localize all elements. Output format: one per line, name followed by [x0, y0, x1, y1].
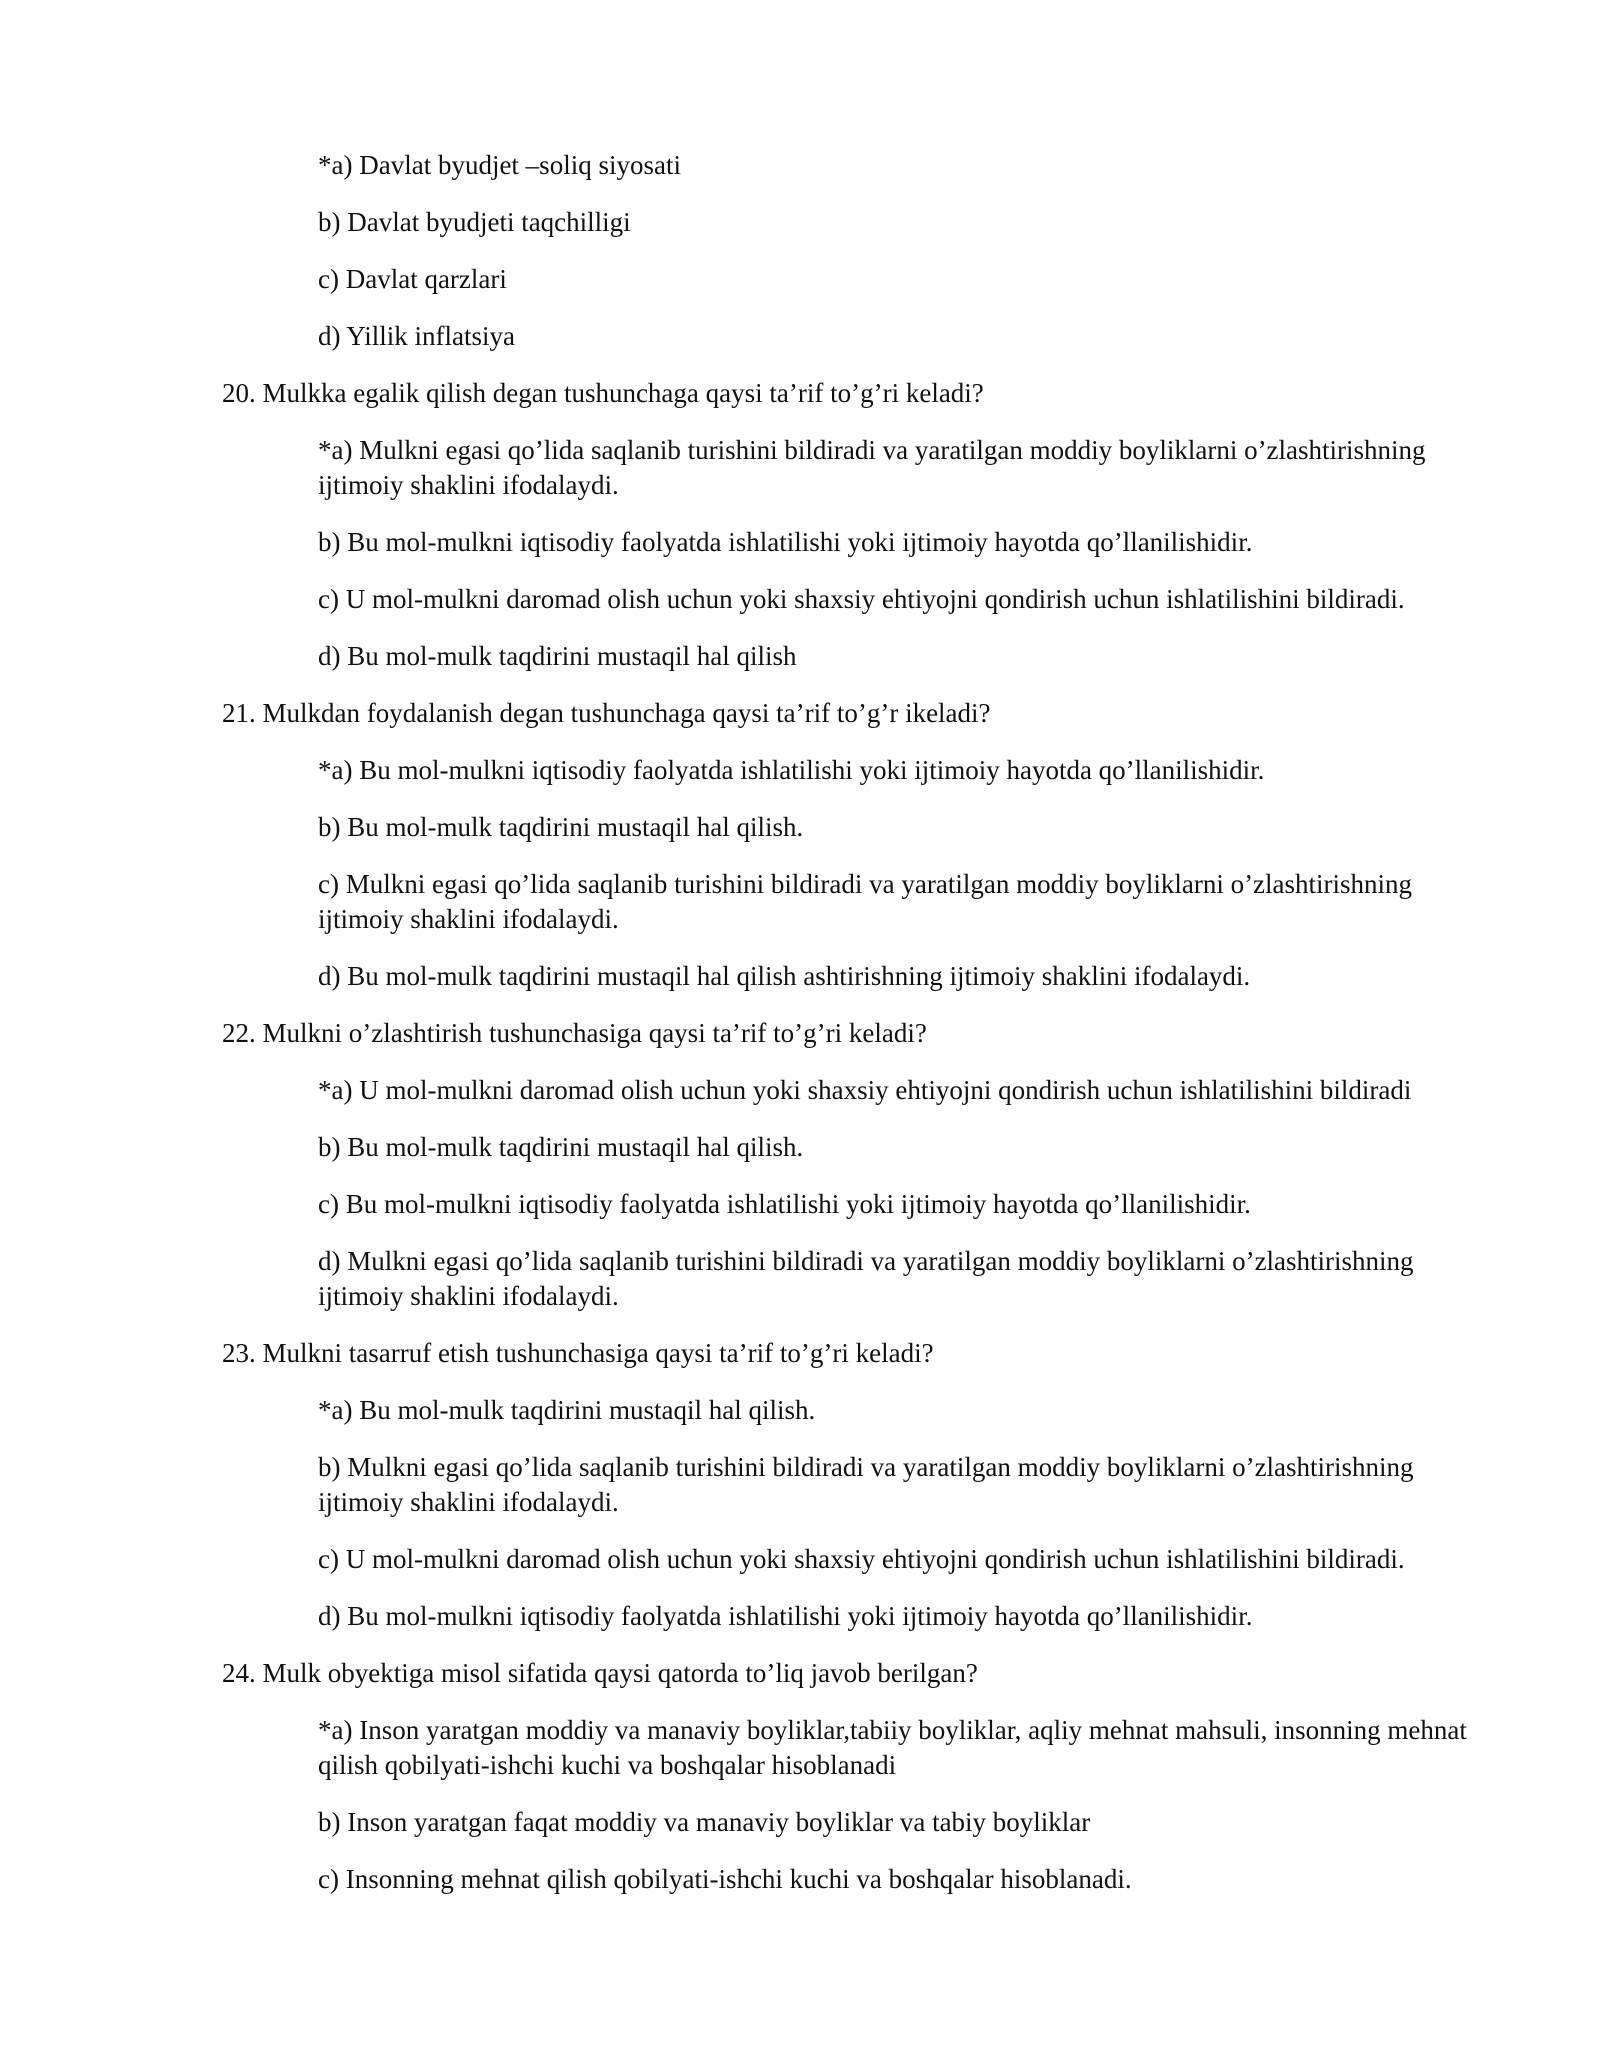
- option-text: *a) Davlat byudjet –soliq siyosati: [318, 150, 681, 180]
- option-text: c) Bu mol-mulkni iqtisodiy faolyatda ishlatilishi yoki ijtimoiy hayotda qo’llanilishidir.: [318, 1189, 1251, 1219]
- question-text: 24. Mulk obyektiga misol sifatida qaysi qatorda to’liq javob berilgan?: [222, 1658, 978, 1688]
- option-text: *a) Bu mol-mulk taqdirini mustaqil hal qilish.: [318, 1395, 816, 1425]
- option-text: b) Bu mol-mulk taqdirini mustaqil hal qilish.: [318, 1132, 804, 1162]
- option-text: c) Mulkni egasi qo’lida saqlanib turishini bildiradi va yaratilgan moddiy boyliklarni o’zlashtirishning ijtimoiy shaklini ifodalaydi.: [318, 869, 1413, 934]
- option-text: b) Davlat byudjeti taqchilligi: [318, 207, 631, 237]
- option-text: *a) U mol-mulkni daromad olish uchun yoki shaxsiy ehtiyojni qondirish uchun ishlatilishini bildiradi: [318, 1075, 1412, 1105]
- option-text: *a) Inson yaratgan moddiy va manaviy boyliklar,tabiiy boyliklar, aqliy mehnat mahsuli, insonning mehnat qilish qobilyati-ishchi kuchi va boshqalar hisoblanadi: [318, 1715, 1467, 1780]
- option-text: *a) Mulkni egasi qo’lida saqlanib turishini bildiradi va yaratilgan moddiy boyliklarni o’zlashtirishning ijtimoiy shaklini ifodalaydi.: [318, 435, 1426, 500]
- option-text: d) Mulkni egasi qo’lida saqlanib turishini bildiradi va yaratilgan moddiy boyliklarni o’zlashtirishning ijtimoiy shaklini ifodalaydi.: [318, 1246, 1414, 1311]
- option-text: d) Bu mol-mulk taqdirini mustaqil hal qilish: [318, 641, 797, 671]
- question-text: 21. Mulkdan foydalanish degan tushunchaga qaysi ta’rif to’g’r ikeladi?: [222, 698, 991, 728]
- question-text: 22. Mulkni o’zlashtirish tushunchasiga qaysi ta’rif to’g’ri keladi?: [222, 1018, 927, 1048]
- question-text: 23. Mulkni tasarruf etish tushunchasiga qaysi ta’rif to’g’ri keladi?: [222, 1338, 934, 1368]
- option-text: b) Bu mol-mulkni iqtisodiy faolyatda ishlatilishi yoki ijtimoiy hayotda qo’llanilishidir.: [318, 527, 1253, 557]
- option-text: *a) Bu mol-mulkni iqtisodiy faolyatda ishlatilishi yoki ijtimoiy hayotda qo’llanilishidir.: [318, 755, 1265, 785]
- option-text: b) Mulkni egasi qo’lida saqlanib turishini bildiradi va yaratilgan moddiy boyliklarni o’zlashtirishning ijtimoiy shaklini ifodalaydi.: [318, 1452, 1414, 1517]
- option-text: c) U mol-mulkni daromad olish uchun yoki shaxsiy ehtiyojni qondirish uchun ishlatilishini bildiradi.: [318, 1544, 1405, 1574]
- question-text: 20. Mulkka egalik qilish degan tushunchaga qaysi ta’rif to’g’ri keladi?: [222, 378, 984, 408]
- option-text: c) U mol-mulkni daromad olish uchun yoki shaxsiy ehtiyojni qondirish uchun ishlatilishini bildiradi.: [318, 584, 1405, 614]
- option-text: d) Bu mol-mulkni iqtisodiy faolyatda ishlatilishi yoki ijtimoiy hayotda qo’llanilishidir.: [318, 1601, 1253, 1631]
- option-text: b) Inson yaratgan faqat moddiy va manaviy boyliklar va tabiy boyliklar: [318, 1807, 1091, 1837]
- option-text: d) Yillik inflatsiya: [318, 321, 515, 351]
- option-text: b) Bu mol-mulk taqdirini mustaqil hal qilish.: [318, 812, 804, 842]
- option-text: d) Bu mol-mulk taqdirini mustaqil hal qilish ashtirishning ijtimoiy shaklini ifodalaydi.: [318, 961, 1251, 991]
- option-text: c) Davlat qarzlari: [318, 264, 507, 294]
- option-text: c) Insonning mehnat qilish qobilyati-ishchi kuchi va boshqalar hisoblanadi.: [318, 1864, 1132, 1894]
